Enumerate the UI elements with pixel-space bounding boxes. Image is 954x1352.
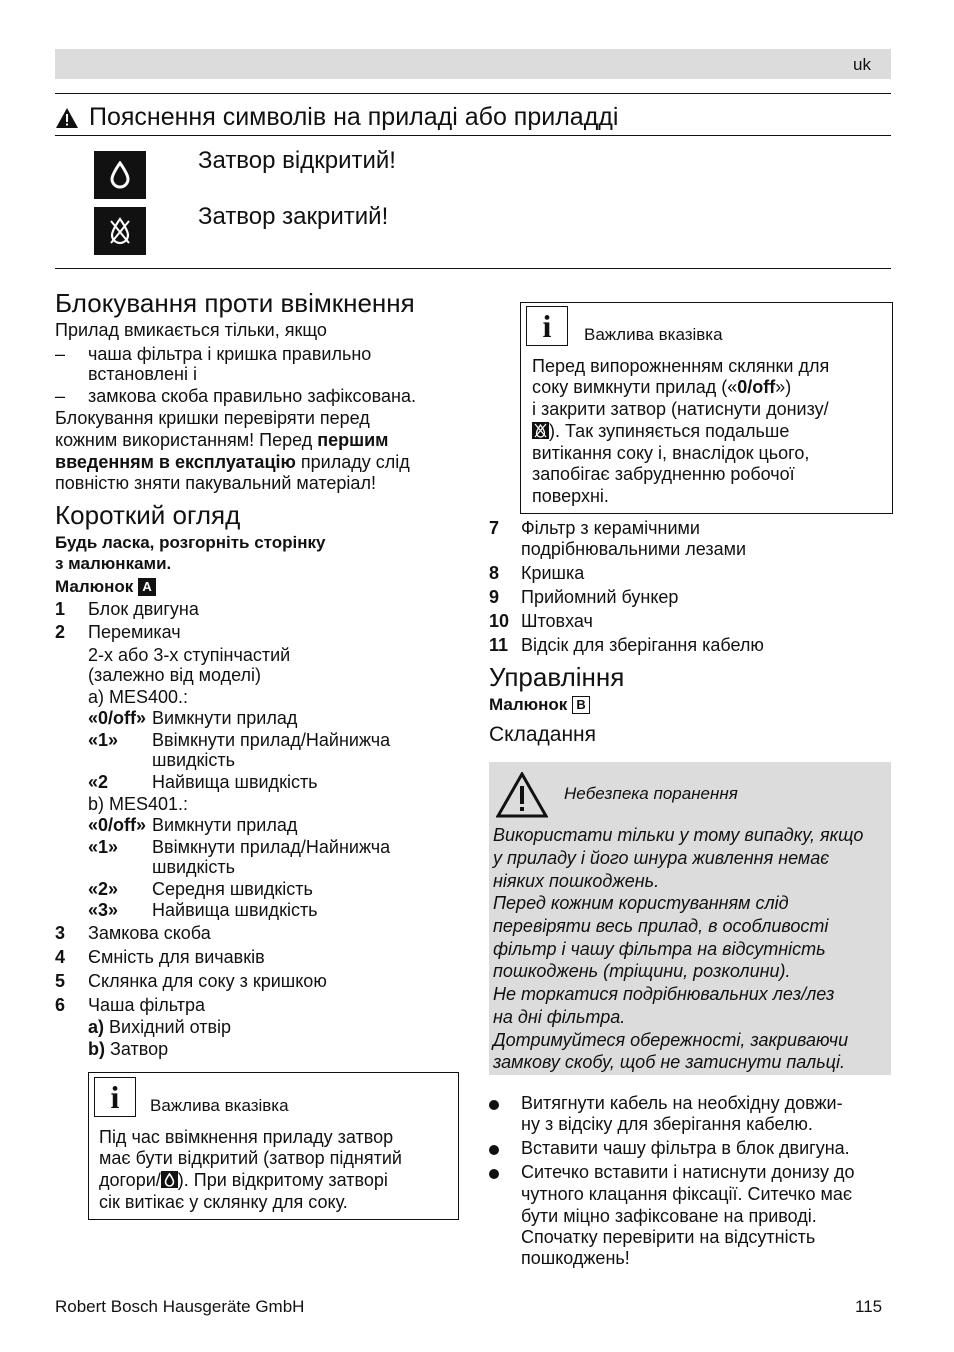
warning-text: Використати тільки у тому випадку, якщо [493,825,864,845]
list-item: 5 Склянка для соку з кришкою [55,971,327,991]
note-text: догори/ ). При відкритому затворі [99,1170,388,1190]
bullet-text: бути міцно зафіксоване на приводі. [521,1206,817,1226]
list-item: 6 Чаша фільтра [55,995,206,1015]
switch-value: швидкість [152,750,236,770]
shutter-open-icon [94,151,146,199]
divider [55,268,891,269]
lock-heading: Блокування проти ввімкнення [55,288,415,318]
bullet-text: Витягнути кабель на необхідну довжи- [521,1093,843,1113]
bullet-text: Ситечко вставити і натиснути донизу до [521,1162,855,1182]
warning-text: фільтр і чашу фільтра на відсутність [493,939,826,959]
symbols-heading [55,103,618,132]
footer-company: Robert Bosch Hausgeräte GmbH [55,1297,305,1316]
switch-key: «3» [88,900,119,920]
bullet-icon [489,1145,499,1155]
figure-reference: Малюнок B [489,694,590,716]
switch-key: «0/off» [88,708,147,728]
divider [55,135,891,136]
warning-text: Перед кожним користуванням слід [493,893,789,913]
list-item-cont: подрібнювальними лезами [521,539,747,559]
important-note-box [520,302,893,514]
shutter-closed-icon [532,422,549,439]
warning-title: Небезпека поранення [564,784,738,803]
page-number: 115 [855,1297,883,1316]
overview-heading: Короткий огляд [55,500,241,530]
warning-text: Не торкатися подрібнювальних лез/лез [493,984,835,1004]
bullet-text: Спочатку перевірити на відсутність [521,1227,816,1247]
list-item: 11 Відсік для зберігання кабелю [489,635,764,655]
list-item: 3 Замкова скоба [55,923,211,943]
note-text: запобігає забрудненню робочої [532,464,795,484]
shutter-open-label: Затвор відкритий! [198,147,396,174]
warning-text: перевіряти весь прилад, в особливості [493,916,829,936]
switch-value: Найвища швидкість [152,900,318,920]
lock-text: Блокування кришки перевіряти перед [55,408,370,428]
figure-letter-icon: B [572,696,590,714]
warning-text: Дотримуйтеся обережності, закриваючи [493,1030,849,1050]
control-heading: Управління [489,662,625,692]
info-icon: i [94,1077,136,1117]
warning-text: пошкоджень (тріщини, розколини). [493,961,791,981]
shutter-open-icon [161,1171,178,1188]
unfold-note: Будь ласка, розгорніть сторінку [55,533,326,552]
list-item: 1 Блок двигуна [55,599,199,619]
switch-value: Найвища швидкість [152,772,318,792]
warning-text: у приладу і його шнура живлення немає [493,848,830,868]
assembly-heading: Складання [489,723,597,746]
warning-icon [496,772,548,818]
shutter-closed-label: Затвор закритий! [198,203,389,230]
bullet-text: пошкоджень! [521,1248,630,1268]
lock-condition-1b: встановлені і [88,364,197,384]
list-item: – [55,344,66,364]
warning-text: на дні фільтра. [493,1007,626,1027]
switch-key: «1» [88,730,119,750]
warning-box [489,762,891,1075]
list-item: 4 Ємність для вичавків [55,947,265,967]
note-title: Важлива вказівка [584,325,723,344]
model-label: b) MES401.: [88,794,189,814]
switch-value: Ввімкнути прилад/Найнижча [152,730,391,750]
language-code: uk [853,55,871,74]
switch-value: швидкість [152,857,236,877]
switch-key: «2» [88,879,119,899]
note-text: ). Так зупиняється подальше [532,421,789,443]
lock-text: кожним використанням! Перед першим [55,430,389,450]
lock-intro: Прилад вмикається тільки, якщо [55,320,327,340]
list-item: 9 Прийомний бункер [489,587,679,607]
bullet-text: ну з відсіку для зберігання кабелю. [521,1114,813,1134]
note-text: соку вимкнути прилад («0/off») [532,377,792,397]
switch-desc: (залежно від моделі) [88,665,262,685]
switch-value: Вимкнути прилад [152,815,298,835]
language-bar [55,49,891,79]
bullet-icon [489,1100,499,1110]
lock-condition-1a: чаша фільтра і кришка правильно [88,344,372,364]
warning-text: ніяких пошкоджень. [493,871,660,891]
switch-value: Ввімкнути прилад/Найнижча [152,837,391,857]
model-label: a) MES400.: [88,687,189,707]
warning-text: замкову скобу, щоб не затиснути пальці. [493,1052,845,1072]
switch-desc: 2-х або 3-х ступінчастий [88,645,291,665]
sub-item: a) Вихідний отвір [88,1017,232,1037]
note-text: і закрити затвор (натиснути донизу/ [532,399,829,419]
symbols-title: Пояснення символів на приладі або приладді [89,103,619,131]
switch-key: «0/off» [88,815,147,835]
sub-item: b) Затвор [88,1039,169,1059]
note-text: має бути відкритий (затвор піднятий [99,1148,402,1168]
info-icon: i [526,306,568,346]
lock-text: введенням в експлуатацію приладу слід [55,452,410,472]
lock-condition-2: замкова скоба правильно зафіксована. [88,386,416,406]
list-item: 8 Кришка [489,563,585,583]
list-item: 2 Перемикач [55,622,181,642]
note-text: Під час ввімкнення приладу затвор [99,1127,394,1147]
switch-value: Вимкнути прилад [152,708,298,728]
switch-value: Середня швидкість [152,879,313,899]
list-item: 7 Фільтр з керамічними [489,518,700,538]
bullet-icon [489,1169,499,1179]
unfold-note: з малюнками. [55,554,172,573]
important-note-box [88,1072,459,1220]
note-text: витікання соку і, внаслідок цього, [532,443,810,463]
divider [55,93,891,94]
figure-letter-icon: A [138,578,156,596]
note-text: сік витікає у склянку для соку. [99,1192,348,1212]
list-item: 10 Штовхач [489,611,593,631]
bullet-text: чутного клацання фіксації. Ситечко має [521,1184,853,1204]
switch-key: «2 [88,772,109,792]
bullet-text: Вставити чашу фільтра в блок двигуна. [521,1138,850,1158]
warning-icon [55,107,79,129]
note-text: Перед випорожненням склянки для [532,356,830,376]
switch-key: «1» [88,837,119,857]
list-item: – [55,386,66,406]
shutter-closed-icon [94,207,146,255]
note-title: Важлива вказівка [150,1096,289,1115]
note-text: поверхні. [532,486,609,506]
figure-reference: Малюнок A [55,576,156,598]
lock-text: повністю зняти пакувальний матеріал! [55,473,376,493]
